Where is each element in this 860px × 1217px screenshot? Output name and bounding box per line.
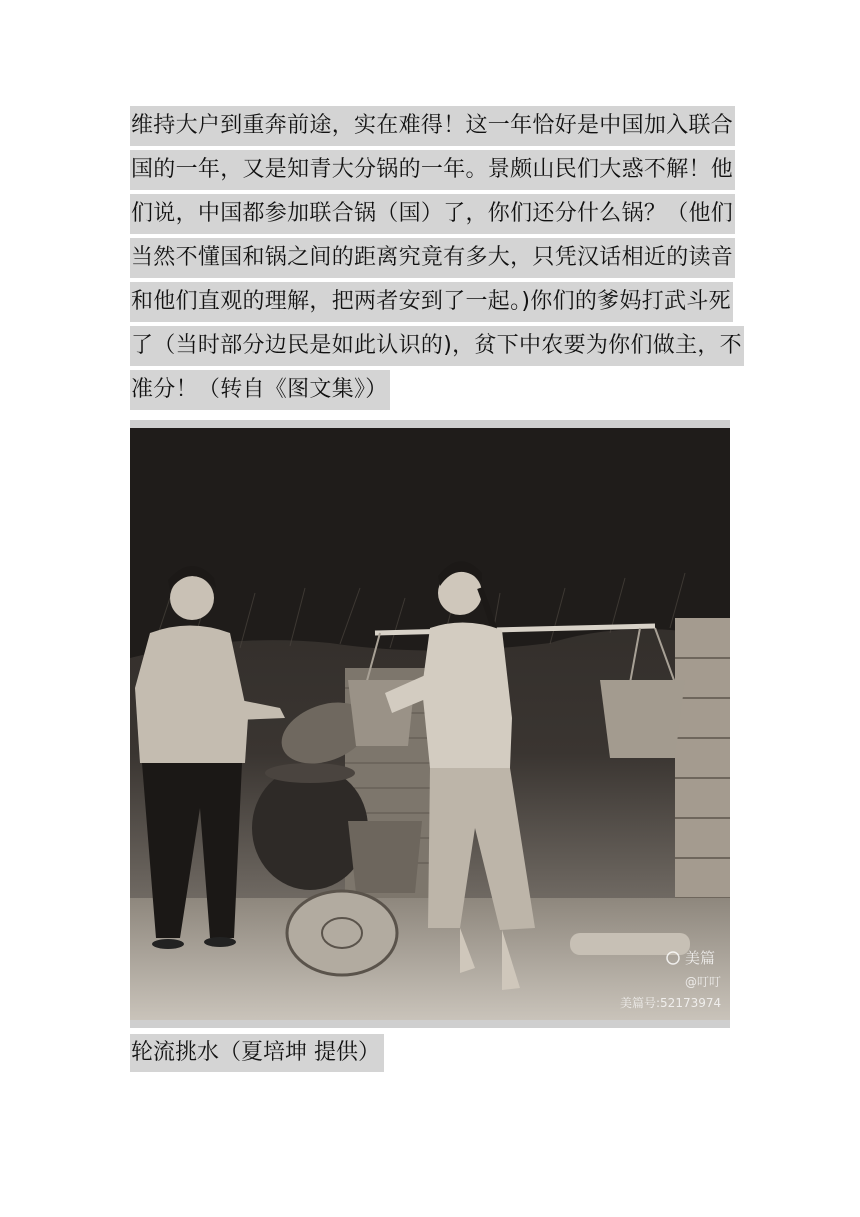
- paragraph-line: 当然不懂国和锅之间的距离究竟有多大，只凭汉话相近的读音: [130, 238, 730, 282]
- article-paragraph: [130, 106, 742, 414]
- historical-photo: [130, 428, 730, 1020]
- watermark-brand: 美篇: [685, 949, 716, 967]
- paragraph-line: 和他们直观的理解，把两者安到了一起。)你们的爹妈打武斗死: [130, 282, 730, 326]
- watermark-user: @叮叮: [685, 975, 722, 989]
- paragraph-line: 国的一年，又是知青大分锅的一年。景颇山民们大惑不解！他: [130, 150, 730, 194]
- photo-frame: [130, 420, 730, 1028]
- photo-caption: 轮流挑水（夏培坤 提供）: [130, 1034, 384, 1072]
- paragraph-line: 准分！（转自《图文集》）: [130, 370, 730, 414]
- paragraph-line: 维持大户到重奔前途，实在难得！这一年恰好是中国加入联合: [130, 106, 730, 150]
- paragraph-line: 们说，中国都参加联合锅（国）了，你们还分什么锅？（他们: [130, 194, 730, 238]
- watermark-id: 美篇号:52173974: [620, 996, 722, 1010]
- paragraph-line: 了（当时部分边民是如此认识的)，贫下中农要为你们做主，不: [130, 326, 730, 370]
